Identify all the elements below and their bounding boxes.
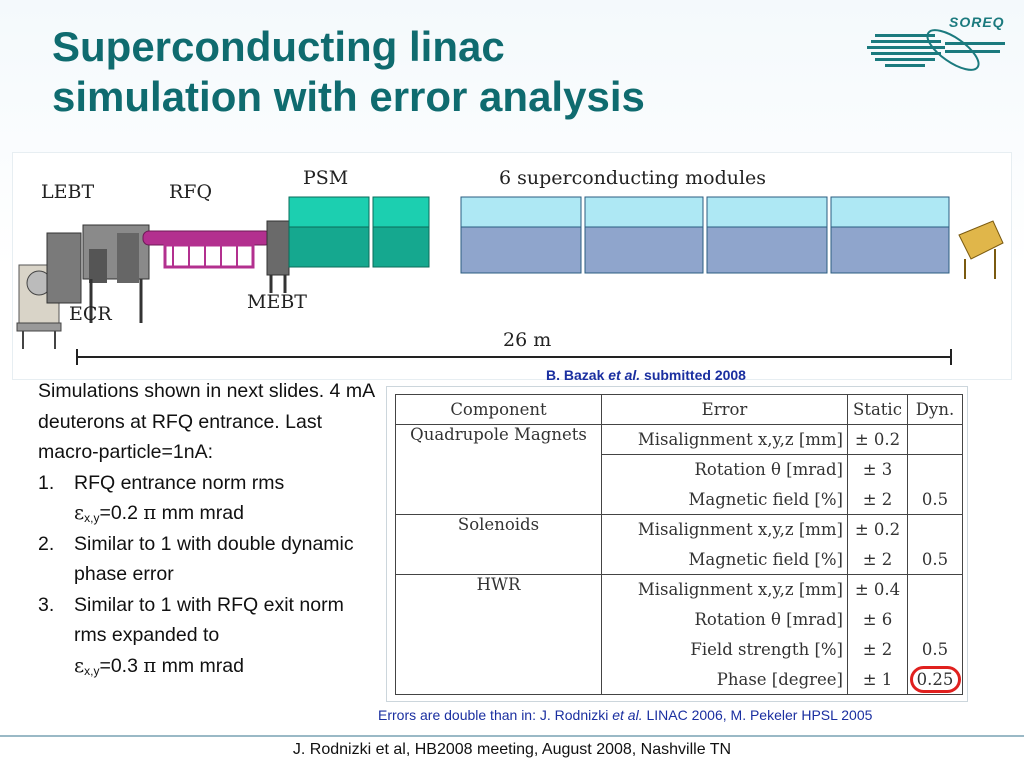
soreq-logo	[865, 12, 1015, 78]
table-row	[396, 425, 963, 455]
static-cell: ± 2	[848, 635, 908, 665]
dyn-cell	[908, 425, 963, 455]
list-item	[38, 529, 378, 590]
title-line-1: Superconducting linac	[52, 23, 505, 70]
pi-symbol: π	[143, 653, 157, 677]
table-header-row	[396, 395, 963, 425]
dyn-cell: 0.5	[908, 485, 963, 515]
static-cell: ± 6	[848, 605, 908, 635]
note-after: LINAC 2006, M. Pekeler HPSL 2005	[646, 707, 873, 723]
dyn-cell	[908, 455, 963, 485]
static-cell: ± 3	[848, 455, 908, 485]
footer-text: J. Rodnizki et al, HB2008 meeting, August 2008, Nashville TN	[292, 741, 732, 758]
component-cell: Quadrupole Magnets	[396, 425, 602, 515]
pi-symbol: π	[143, 501, 157, 524]
error-cell: Field strength [%]	[602, 635, 848, 665]
error-cell: Misalignment x,y,z [mm]	[602, 515, 848, 545]
slide-title	[52, 22, 812, 122]
header-component: Component	[396, 395, 602, 425]
sc-modules	[461, 197, 949, 273]
static-cell: ± 0.2	[848, 515, 908, 545]
emittance-unit: mm mrad	[161, 654, 244, 677]
label-ecr: ECR	[69, 303, 112, 325]
error-cell: Misalignment x,y,z [mm]	[602, 425, 848, 455]
static-cell: ± 1	[848, 665, 908, 695]
note-etal: et al.	[612, 707, 643, 723]
header-dyn: Dyn.	[908, 395, 963, 425]
citation-rest: submitted 2008	[644, 367, 746, 383]
epsilon-value: =0.3	[99, 654, 138, 677]
table-row	[396, 575, 963, 605]
epsilon-symbol: ε	[74, 653, 85, 677]
header-static: Static	[848, 395, 908, 425]
dyn-cell: 0.5	[908, 545, 963, 575]
static-cell: ± 2	[848, 545, 908, 575]
label-lebt: LEBT	[41, 181, 95, 203]
logo-text: SOREQ	[949, 14, 1005, 30]
citation-author: B. Bazak	[546, 367, 605, 383]
linac-diagram	[12, 152, 1012, 380]
psm-module	[289, 197, 429, 267]
epsilon-value: =0.2	[99, 502, 138, 524]
list-text: RFQ entrance norm rms	[74, 471, 285, 494]
intro-text: Simulations shown in next slides. 4 mA deuterons at RFQ entrance. Last macro-particle=1nA:	[38, 380, 374, 463]
error-cell: Magnetic field [%]	[602, 485, 848, 515]
mebt-section	[267, 221, 289, 293]
dyn-cell	[908, 605, 963, 635]
dyn-cell	[908, 515, 963, 545]
list-number: 2.	[38, 532, 55, 555]
error-note	[378, 707, 872, 723]
error-cell: Rotation θ [mrad]	[602, 605, 848, 635]
list-number: 1.	[38, 471, 55, 494]
header-error: Error	[602, 395, 848, 425]
static-cell: ± 0.4	[848, 575, 908, 605]
epsilon-subscript: x,y	[84, 663, 100, 678]
note-before: Errors are double than in: J. Rodnizki	[378, 707, 609, 723]
list-text: Similar to 1 with double dynamic phase error	[74, 532, 354, 585]
rfq-section	[143, 231, 271, 267]
label-length: 26 m	[499, 329, 555, 351]
highlighted-dyn-cell: 0.25	[908, 665, 963, 695]
title-line-2: simulation with error analysis	[52, 73, 645, 120]
label-psm: PSM	[303, 167, 349, 189]
list-number: 3.	[38, 593, 55, 616]
component-cell: HWR	[396, 575, 602, 695]
error-cell: Magnetic field [%]	[602, 545, 848, 575]
error-cell: Phase [degree]	[602, 665, 848, 695]
simulation-list	[38, 468, 378, 682]
citation	[546, 367, 746, 383]
label-modules: 6 superconducting modules	[499, 167, 767, 189]
body-text	[38, 376, 378, 681]
label-rfq: RFQ	[169, 181, 213, 203]
footer-divider	[0, 735, 1024, 737]
component-cell: Solenoids	[396, 515, 602, 575]
citation-etal: et al.	[608, 367, 641, 383]
dyn-cell	[908, 575, 963, 605]
list-item	[38, 590, 378, 682]
label-mebt: MEBT	[247, 291, 307, 313]
error-table-panel	[386, 386, 968, 702]
epsilon-subscript: x,y	[84, 511, 100, 525]
dyn-cell: 0.5	[908, 635, 963, 665]
emittance-unit: mm mrad	[161, 502, 244, 524]
table-row	[396, 515, 963, 545]
length-scale	[77, 349, 951, 365]
list-item	[38, 468, 378, 529]
target-section	[959, 221, 1003, 279]
error-cell: Rotation θ [mrad]	[602, 455, 848, 485]
static-cell: ± 0.2	[848, 425, 908, 455]
error-table	[395, 394, 963, 695]
epsilon-symbol: ε	[74, 501, 85, 524]
list-text: Similar to 1 with RFQ exit norm rms expanded to	[74, 593, 344, 646]
error-cell: Misalignment x,y,z [mm]	[602, 575, 848, 605]
static-cell: ± 2	[848, 485, 908, 515]
